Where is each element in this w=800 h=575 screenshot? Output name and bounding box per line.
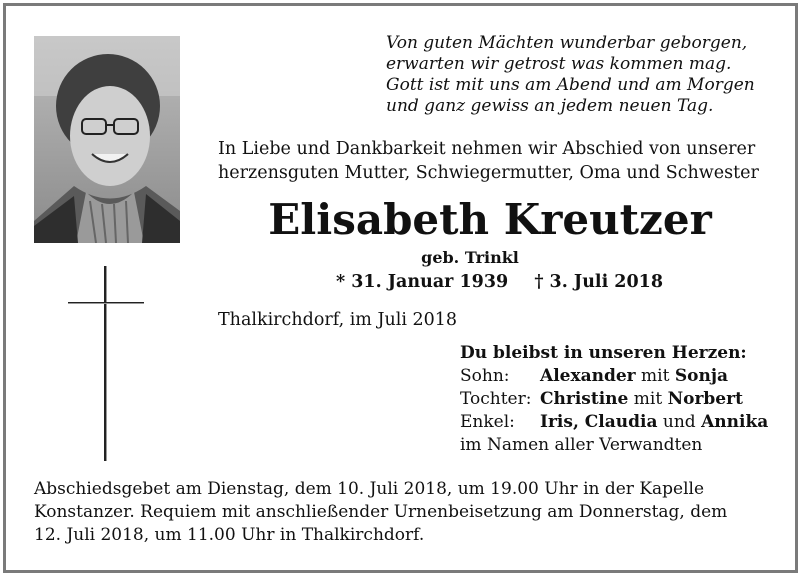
relative-name: Sonja — [674, 366, 728, 386]
footer-line: Konstanzer. Requiem mit anschließender Urnenbeisetzung am Donnerstag, dem — [34, 502, 728, 522]
relative-name: Alexander — [540, 366, 636, 386]
relative-name: Norbert — [667, 389, 743, 409]
intro-text — [218, 137, 778, 185]
poem-line: Gott ist mit uns am Abend und am Morgen — [386, 75, 755, 95]
mourners-heading: Du bleibst in unseren Herzen: — [460, 343, 747, 363]
connector-text: mit — [635, 366, 675, 386]
death-date: † 3. Juli 2018 — [534, 272, 664, 292]
list-item — [460, 365, 790, 388]
mourners-list — [460, 342, 790, 457]
intro-line: In Liebe und Dankbarkeit nehmen wir Abschied von unserer — [218, 139, 756, 159]
place-and-date: Thalkirchdorf, im Juli 2018 — [218, 310, 458, 330]
connector-text: und — [657, 412, 702, 432]
portrait-photo — [34, 36, 180, 243]
list-item — [460, 411, 790, 434]
role-label: Sohn: — [460, 366, 510, 386]
footer-line: 12. Juli 2018, um 11.00 Uhr in Thalkirchdorf. — [34, 525, 425, 545]
list-item — [460, 388, 790, 411]
poem — [386, 33, 786, 117]
poem-line: erwarten wir getrost was kommen mag. — [386, 54, 732, 74]
relative-name: Iris, Claudia — [540, 412, 658, 432]
life-dates — [336, 270, 696, 294]
role-label: Enkel: — [460, 412, 515, 432]
role-label: Tochter: — [460, 389, 532, 409]
poem-line: Von guten Mächten wunderbar geborgen, — [386, 33, 748, 53]
footer-line: Abschiedsgebet am Dienstag, dem 10. Juli 2018, um 19.00 Uhr in der Kapelle — [34, 479, 705, 499]
relative-name: Christine — [540, 389, 629, 409]
cross-icon — [66, 264, 146, 464]
service-details — [34, 478, 774, 547]
mourners-closing: im Namen aller Verwandten — [460, 435, 703, 455]
intro-line: herzensguten Mutter, Schwiegermutter, Oma und Schwester — [218, 163, 759, 183]
deceased-name: Elisabeth Kreutzer — [268, 195, 712, 244]
birth-name: geb. Trinkl — [421, 248, 519, 267]
relative-name: Annika — [701, 412, 769, 432]
poem-line: und ganz gewiss an jedem neuen Tag. — [386, 96, 714, 116]
connector-text: mit — [628, 389, 668, 409]
birth-date: * 31. Januar 1939 — [336, 272, 509, 292]
